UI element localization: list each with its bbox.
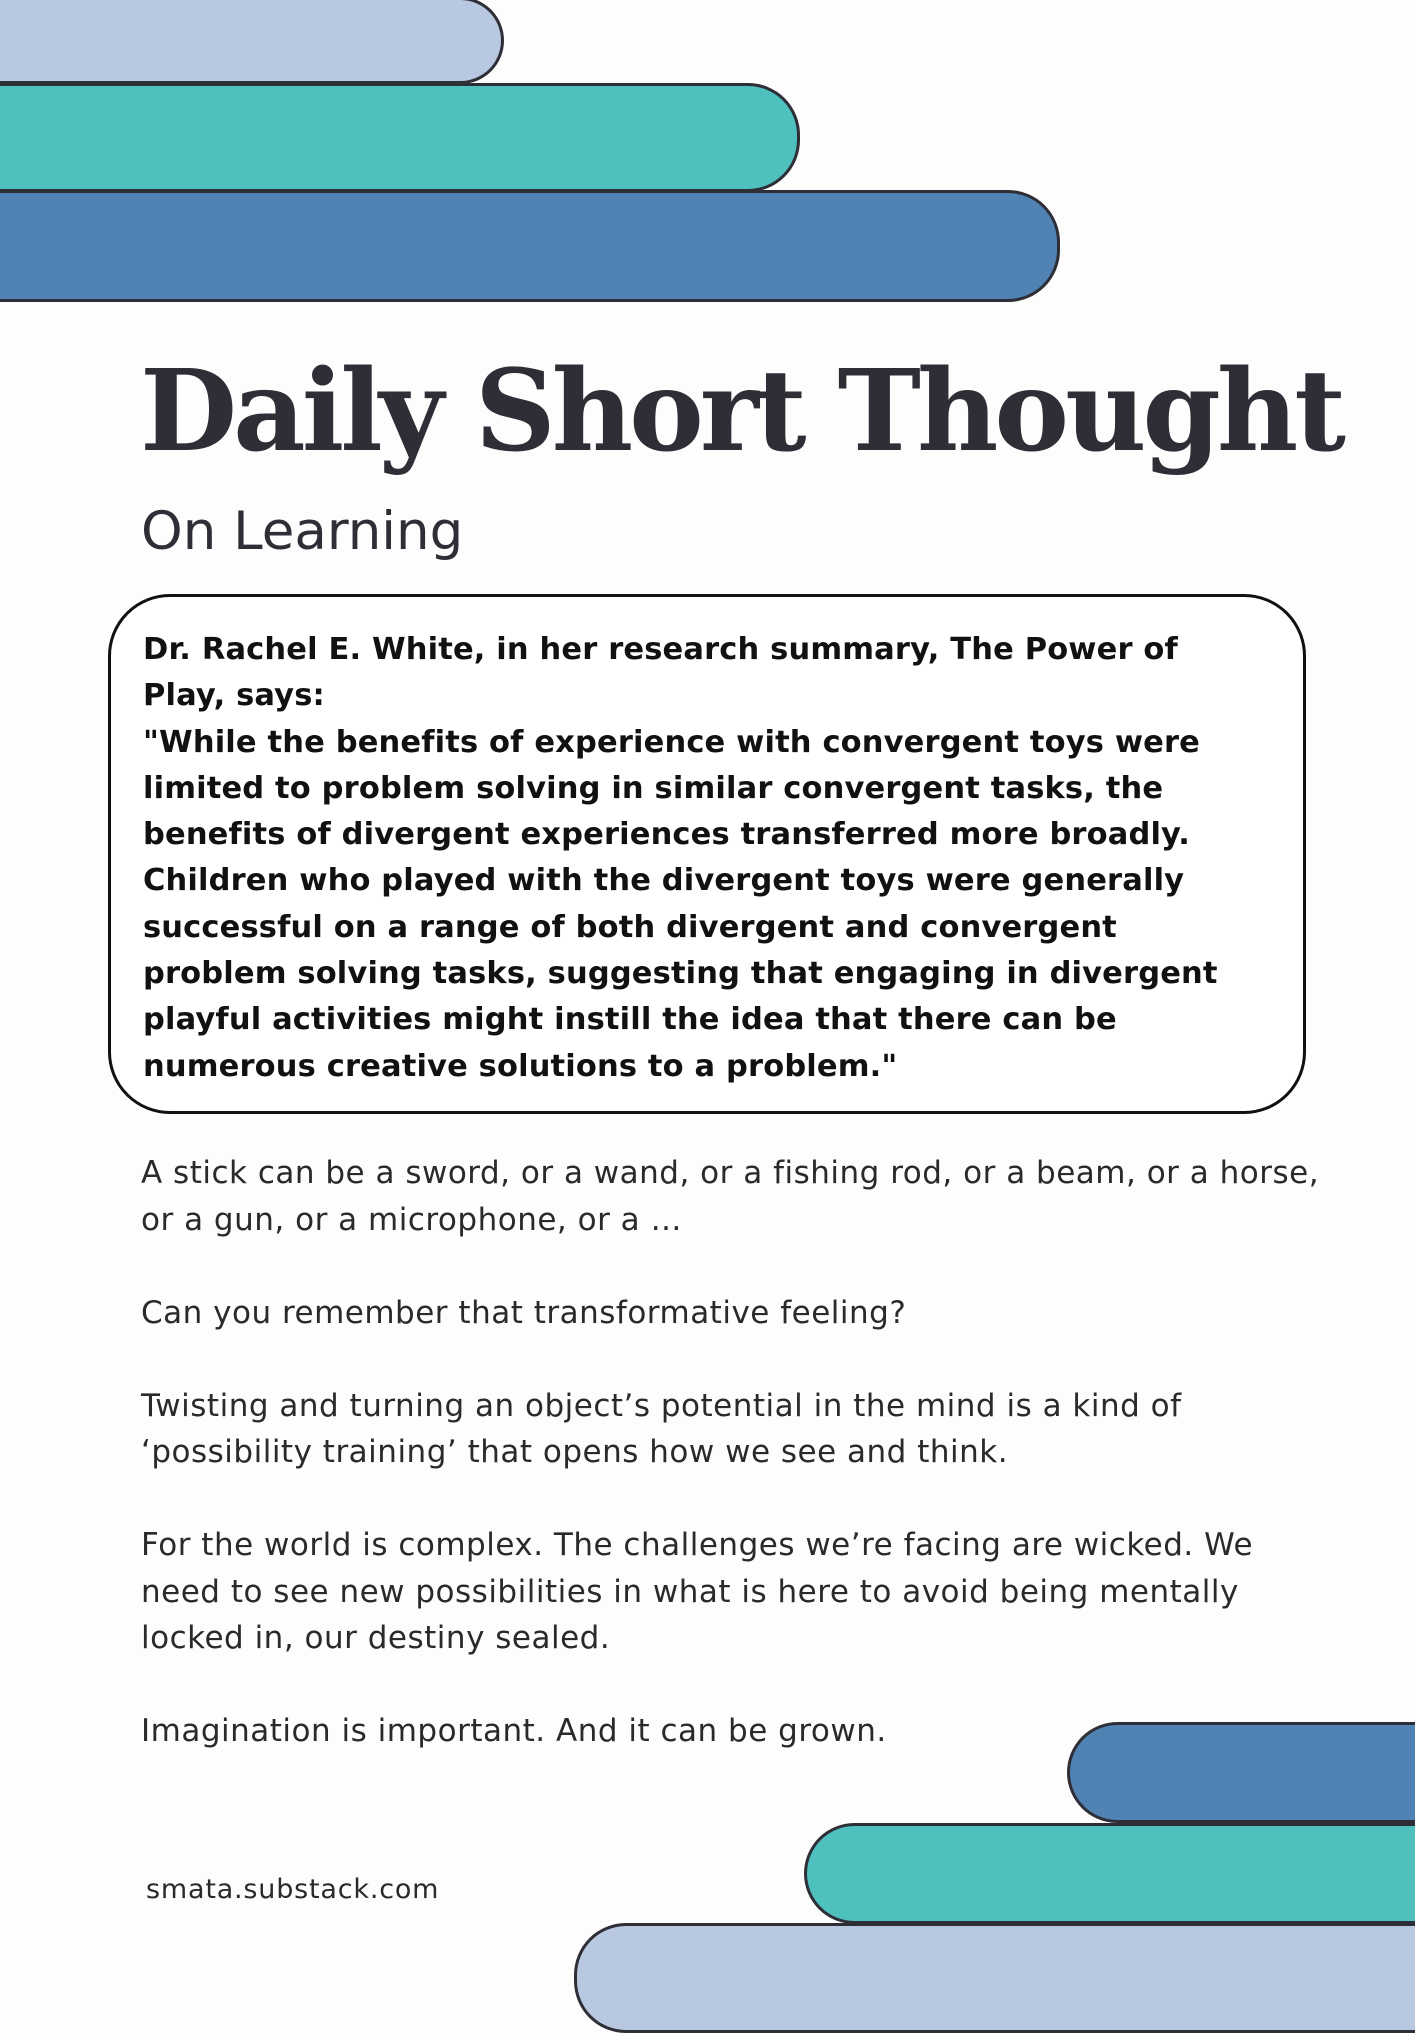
body-paragraph: Can you remember that transformative feeling? bbox=[141, 1294, 907, 1331]
footer-url: smata.substack.com bbox=[146, 1874, 440, 1905]
body-paragraph: Imagination is important. And it can be grown. bbox=[141, 1713, 887, 1749]
quote-text: "While the benefits of experience with convergent toys were limited to problem solving in similar convergent tasks, the benefits of divergent experiences transferred more broadly. Children who played with the divergent toys were generally successful on a range of both divergent and convergent problem solving tasks, suggesting that engaging in divergent playful activities might instill the idea that there can be numerous creative solutions to a problem." bbox=[143, 724, 1218, 1084]
decorative-bar-top-steel-blue bbox=[0, 190, 1060, 302]
page-title: Daily Short Thought bbox=[140, 346, 1342, 477]
decorative-bar-top-teal bbox=[0, 83, 800, 192]
body-paragraph: For the world is complex. The challenges we’re facing are wicked. We need to see new possibilities in what is here to avoid being mentally locked in, our destiny sealed. bbox=[141, 1527, 1254, 1656]
page-subtitle: On Learning bbox=[141, 501, 464, 562]
body-text bbox=[141, 1150, 1341, 1801]
body-paragraph: Twisting and turning an object’s potential in the mind is a kind of ‘possibility training’ that opens how we see and think. bbox=[141, 1387, 1182, 1470]
body-paragraph: A stick can be a sword, or a wand, or a fishing rod, or a beam, or a horse, or a gun, or a microphone, or a … bbox=[141, 1155, 1320, 1238]
decorative-bar-bottom-light-blue bbox=[574, 1923, 1415, 2033]
decorative-bar-top-light-blue bbox=[0, 0, 504, 84]
quote-box bbox=[108, 594, 1306, 1114]
quote-attribution: Dr. Rachel E. White, in her research summary, The Power of Play, says: bbox=[143, 632, 1178, 714]
decorative-bar-bottom-teal bbox=[804, 1823, 1415, 1924]
